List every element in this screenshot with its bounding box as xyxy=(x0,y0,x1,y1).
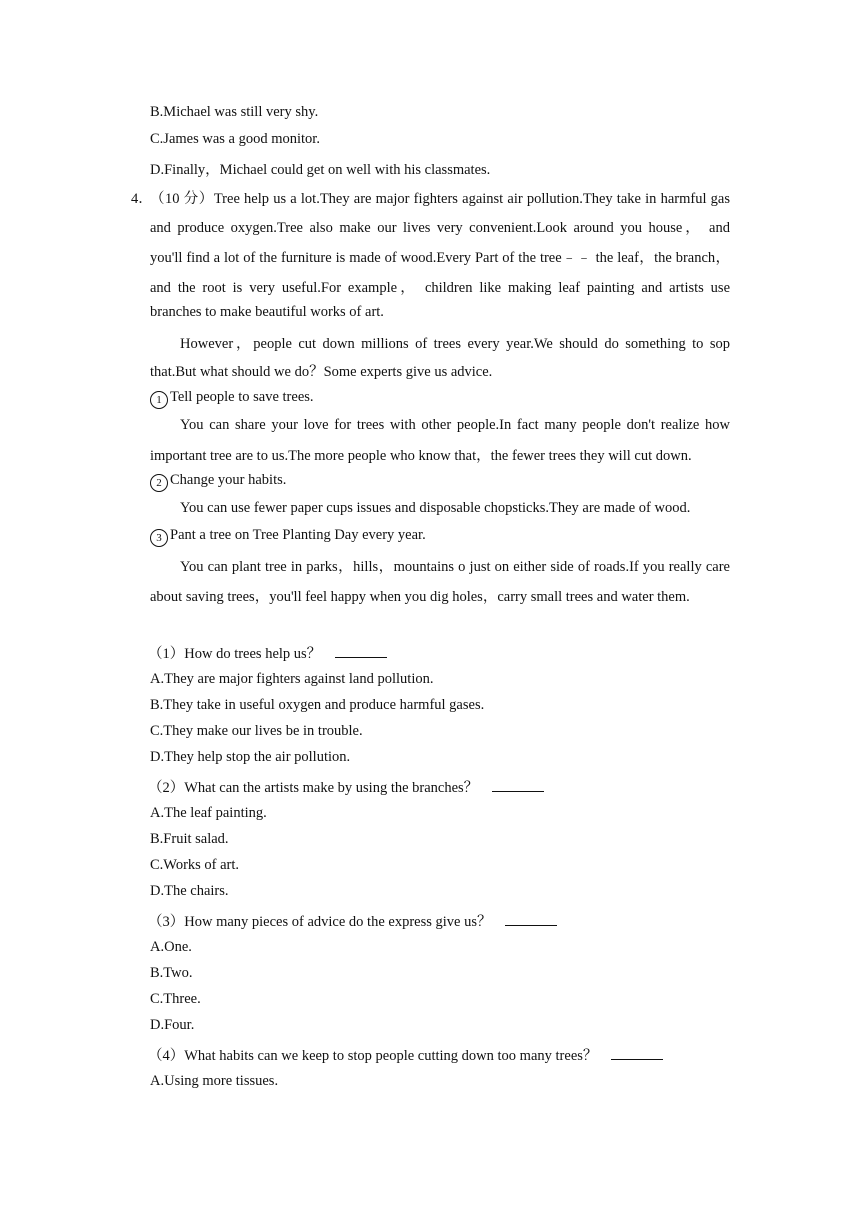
option-b: B.Two. xyxy=(150,965,193,981)
option-d: D.The chairs. xyxy=(150,883,229,899)
advice-title: Pant a tree on Tree Planting Day every year. xyxy=(170,527,426,543)
passage-line: branches to make beautiful works of art. xyxy=(150,304,384,320)
question-text: （3）How many pieces of advice do the express give us？ xyxy=(148,914,492,930)
circled-number-icon: 2 xyxy=(150,474,168,492)
option-a: A.Using more tissues. xyxy=(150,1073,279,1089)
passage-line: about saving trees，you'll feel happy when you dig holes，carry small trees and water them. xyxy=(150,589,690,605)
advice-heading xyxy=(150,389,314,409)
question-prompt xyxy=(148,776,544,797)
question-text: （1）How do trees help us？ xyxy=(148,646,322,662)
option-c: C.Three. xyxy=(150,991,201,1007)
option-b: B.They take in useful oxygen and produce harmful gases. xyxy=(150,697,485,713)
option-c: C.Works of art. xyxy=(150,857,240,873)
passage-line: you'll find a lot of the furniture is made of wood.Every Part of the tree﹣﹣ the leaf，the branch， xyxy=(150,250,730,266)
option-a: A.One. xyxy=(150,939,192,955)
advice-title: Tell people to save trees. xyxy=(170,389,314,405)
passage-line: You can plant tree in parks，hills，mountains o just on either side of roads.If you really care xyxy=(180,559,730,575)
question-number: 4． xyxy=(131,191,153,207)
answer-blank[interactable] xyxy=(611,1047,663,1060)
question-prompt xyxy=(148,910,557,931)
advice-heading xyxy=(150,527,426,547)
advice-heading xyxy=(150,472,286,492)
passage-line: and produce oxygen.Tree also make our lives very convenient.Look around you house， and xyxy=(150,220,730,236)
passage-line: that.But what should we do？Some experts give us advice. xyxy=(150,364,493,380)
question-prompt xyxy=(148,1044,663,1065)
question-text: （4）What habits can we keep to stop people cutting down too many trees？ xyxy=(148,1048,598,1064)
question-prompt xyxy=(148,642,387,663)
option-a: A.The leaf painting. xyxy=(150,805,267,821)
passage-line: You can share your love for trees with other people.In fact many people don't realize how xyxy=(180,417,730,433)
prev-option-b: B.Michael was still very shy. xyxy=(150,104,319,120)
passage-line: You can use fewer paper cups issues and disposable chopsticks.They are made of wood. xyxy=(180,500,691,516)
passage-intro-line: （10 分）Tree help us a lot.They are major fighters against air pollution.They take in harmful gas xyxy=(150,191,730,207)
option-c: C.They make our lives be in trouble. xyxy=(150,723,363,739)
question-text: （2）What can the artists make by using the branches？ xyxy=(148,780,479,796)
passage-line: and the root is very useful.For example， children like making leaf painting and artists use xyxy=(150,280,730,296)
option-b: B.Fruit salad. xyxy=(150,831,229,847)
circled-number-icon: 3 xyxy=(150,529,168,547)
advice-title: Change your habits. xyxy=(170,472,287,488)
option-d: D.They help stop the air pollution. xyxy=(150,749,351,765)
circled-number-icon: 1 xyxy=(150,391,168,409)
answer-blank[interactable] xyxy=(335,645,387,658)
answer-blank[interactable] xyxy=(505,913,557,926)
prev-option-d: D.Finally，Michael could get on well with his classmates. xyxy=(150,162,491,178)
prev-option-c: C.James was a good monitor. xyxy=(150,131,320,147)
option-d: D.Four. xyxy=(150,1017,195,1033)
option-a: A.They are major fighters against land pollution. xyxy=(150,671,434,687)
passage-line: However，people cut down millions of trees every year.We should do something to sop xyxy=(180,336,730,352)
answer-blank[interactable] xyxy=(492,779,544,792)
passage-line: important tree are to us.The more people who know that，the fewer trees they will cut down. xyxy=(150,448,692,464)
